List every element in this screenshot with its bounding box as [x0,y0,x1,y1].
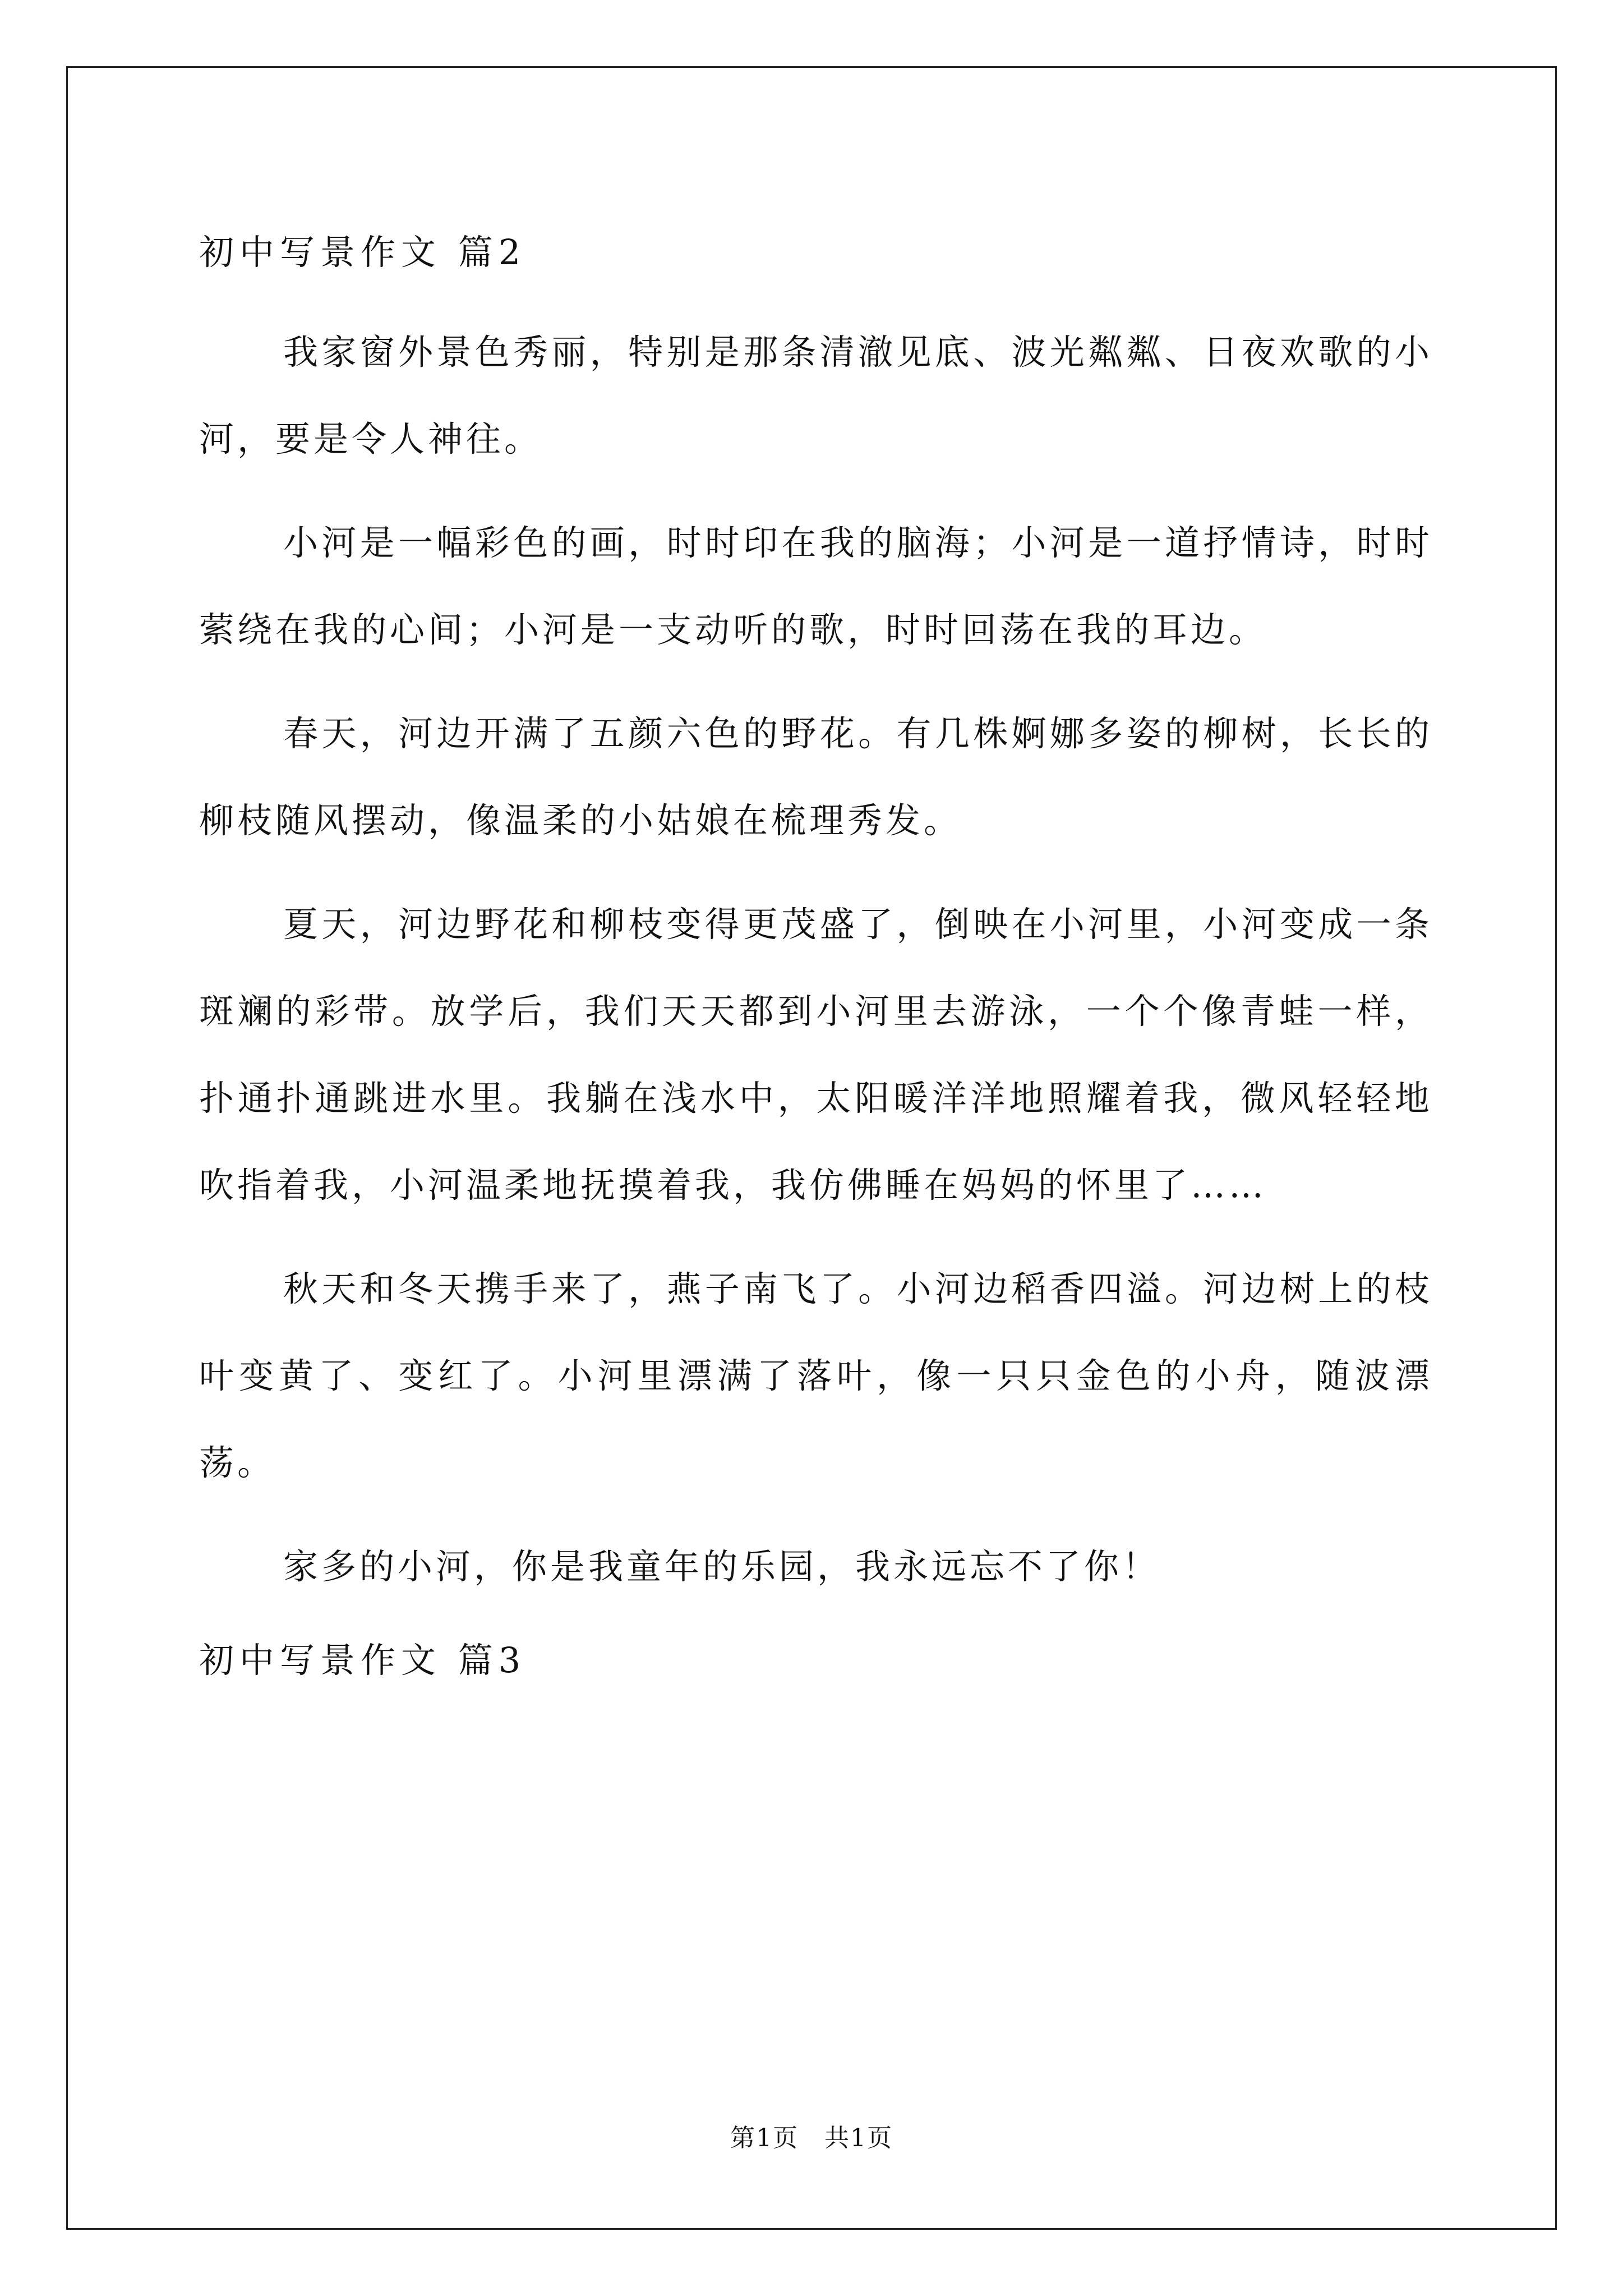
section-heading: 初中写景作文 篇2 [199,232,527,273]
paragraph: 家多的小河，你是我童年的乐园，我永远忘不了你！ [283,1546,1161,1587]
paragraph: 秋天和冬天携手来了，燕子南飞了。小河边稻香四溢。河边树上的枝叶变黄了、变红了。小河里漂满了落叶，像一只只金色的小舟，随波漂荡。 [199,1268,1433,1483]
document-body [199,224,1433,1688]
page-number: 第1页 共1页 [730,2124,893,2152]
paragraph: 春天，河边开满了五颜六色的野花。有几株婀娜多姿的柳树，长长的柳枝随风摆动，像温柔的小姑娘在梳理秀发。 [199,713,1433,841]
paragraph: 夏天，河边野花和柳枝变得更茂盛了，倒映在小河里，小河变成一条斑斓的彩带。放学后，我们天天都到小河里去游泳，一个个像青蛙一样，扑通扑通跳进水里。我躺在浅水中，太阳暖洋洋地照耀着我，微风轻轻地吹指着我，小河温柔地抚摸着我，我仿佛睡在妈妈的怀里了…… [199,904,1433,1205]
paragraph: 我家窗外景色秀丽，特别是那条清澈见底、波光粼粼、日夜欢歌的小河，要是令人神往。 [199,332,1433,459]
paragraph: 小河是一幅彩色的画，时时印在我的脑海；小河是一道抒情诗，时时萦绕在我的心间；小河是一支动听的歌，时时回荡在我的耳边。 [199,522,1433,650]
section-heading: 初中写景作文 篇3 [199,1640,527,1681]
